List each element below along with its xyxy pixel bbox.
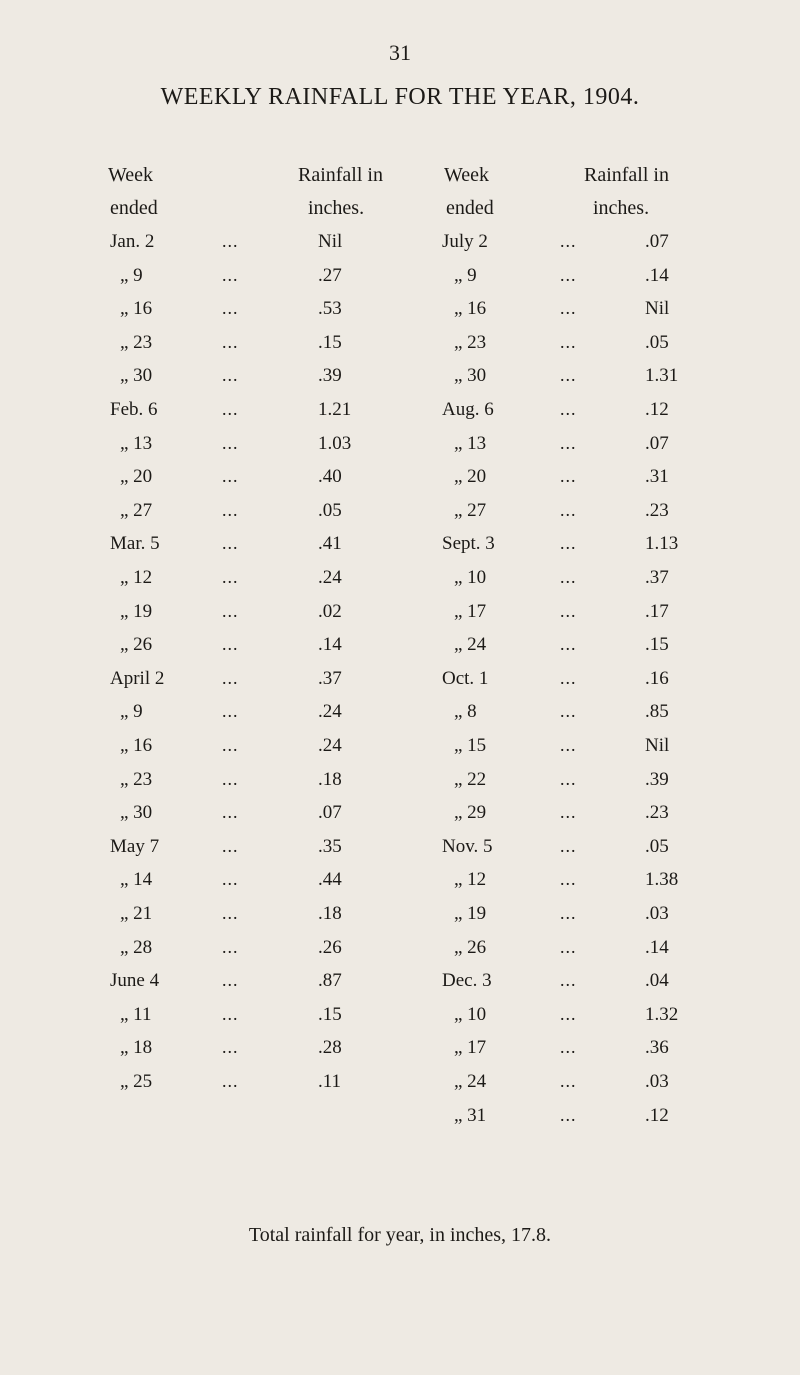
week-ended-cell: „ 16 bbox=[454, 298, 487, 320]
week-ended-cell: „ 24 bbox=[454, 634, 487, 656]
week-ended-cell: July 2 bbox=[442, 231, 488, 252]
leader-dots: ... bbox=[222, 264, 239, 285]
header-right-rain-line1: Rainfall in bbox=[584, 164, 669, 186]
rainfall-cell: .85 bbox=[645, 701, 669, 723]
leader-dots: ... bbox=[222, 600, 239, 621]
rainfall-cell: .15 bbox=[318, 331, 342, 353]
rainfall-cell: Nil bbox=[645, 735, 670, 756]
rainfall-cell: Nil bbox=[318, 231, 343, 252]
leader-dots: ... bbox=[222, 432, 239, 453]
week-ended-cell: „ 23 bbox=[120, 768, 153, 790]
week-ended-cell: „ 13 bbox=[120, 432, 153, 454]
rainfall-cell: .87 bbox=[318, 970, 342, 992]
leader-dots: ... bbox=[560, 298, 577, 319]
week-ended-cell: „ 16 bbox=[120, 735, 153, 756]
rainfall-cell: .07 bbox=[318, 802, 342, 824]
week-ended-cell: Sept. 3 bbox=[442, 533, 495, 555]
leader-dots: ... bbox=[222, 768, 239, 789]
leader-dots: ... bbox=[222, 1071, 239, 1091]
rainfall-cell: .05 bbox=[645, 331, 669, 353]
leader-dots: ... bbox=[222, 499, 239, 520]
rainfall-cell: .24 bbox=[318, 567, 342, 588]
leader-dots: ... bbox=[222, 701, 239, 722]
week-ended-cell: „ 9 bbox=[454, 264, 477, 286]
week-ended-cell: „ 25 bbox=[120, 1071, 153, 1092]
rainfall-cell: 1.21 bbox=[318, 399, 352, 420]
week-ended-cell: „ 21 bbox=[120, 903, 153, 924]
rainfall-cell: .23 bbox=[645, 802, 669, 824]
week-ended-cell: „ 12 bbox=[454, 869, 487, 891]
week-ended-cell: „ 16 bbox=[120, 298, 153, 320]
leader-dots: ... bbox=[560, 432, 577, 453]
rainfall-cell: .07 bbox=[645, 231, 669, 252]
rainfall-cell: .14 bbox=[645, 936, 669, 958]
leader-dots: ... bbox=[560, 331, 577, 352]
leader-dots: ... bbox=[560, 466, 577, 487]
week-ended-cell: „ 13 bbox=[454, 432, 487, 454]
leader-dots: ... bbox=[560, 1071, 577, 1091]
leader-dots: ... bbox=[560, 231, 577, 251]
leader-dots: ... bbox=[560, 835, 577, 856]
rainfall-cell: .35 bbox=[318, 835, 342, 857]
rainfall-cell: .12 bbox=[645, 1104, 669, 1126]
week-ended-cell: „ 15 bbox=[454, 735, 487, 756]
leader-dots: ... bbox=[560, 567, 577, 587]
week-ended-cell: „ 28 bbox=[120, 936, 153, 958]
leader-dots: ... bbox=[560, 600, 577, 621]
rainfall-cell: .11 bbox=[318, 1071, 342, 1092]
rainfall-cell: .24 bbox=[318, 735, 342, 756]
rainfall-cell: .16 bbox=[645, 667, 669, 689]
week-ended-cell: „ 22 bbox=[454, 768, 487, 790]
leader-dots: ... bbox=[560, 970, 577, 991]
week-ended-cell: „ 30 bbox=[120, 365, 153, 387]
leader-dots: ... bbox=[560, 735, 577, 755]
leader-dots: ... bbox=[560, 667, 577, 688]
week-ended-cell: „ 18 bbox=[120, 1037, 153, 1059]
rainfall-cell: .14 bbox=[318, 634, 342, 656]
rainfall-cell: .14 bbox=[645, 264, 669, 286]
leader-dots: ... bbox=[560, 936, 577, 957]
leader-dots: ... bbox=[222, 970, 239, 991]
header-right-rain-line2: inches. bbox=[593, 197, 650, 219]
leader-dots: ... bbox=[560, 1104, 577, 1125]
week-ended-cell: April 2 bbox=[110, 667, 165, 689]
rainfall-cell: 1.38 bbox=[645, 869, 679, 891]
rainfall-cell: .04 bbox=[645, 970, 669, 992]
week-ended-cell: „ 30 bbox=[454, 365, 487, 387]
leader-dots: ... bbox=[222, 466, 239, 487]
rainfall-cell: .53 bbox=[318, 298, 342, 320]
week-ended-cell: „ 17 bbox=[454, 1037, 487, 1059]
rainfall-cell: .23 bbox=[645, 499, 669, 521]
leader-dots: ... bbox=[222, 231, 239, 251]
leader-dots: ... bbox=[222, 399, 239, 419]
week-ended-cell: „ 9 bbox=[120, 264, 143, 286]
week-ended-cell: „ 10 bbox=[454, 567, 487, 588]
leader-dots: ... bbox=[560, 634, 577, 655]
rainfall-cell: 1.13 bbox=[645, 533, 679, 555]
rainfall-cell: .18 bbox=[318, 903, 342, 924]
week-ended-cell: „ 19 bbox=[454, 903, 487, 924]
header-left-rain-line1: Rainfall in bbox=[298, 164, 383, 186]
header-right-week-line2: ended bbox=[446, 197, 494, 219]
header-right-week-line1: Week bbox=[444, 164, 490, 186]
leader-dots: ... bbox=[560, 264, 577, 285]
leader-dots: ... bbox=[560, 903, 577, 923]
leader-dots: ... bbox=[222, 667, 239, 688]
week-ended-cell: „ 20 bbox=[120, 466, 153, 488]
rainfall-cell: .24 bbox=[318, 701, 342, 723]
rainfall-cell: .27 bbox=[318, 264, 342, 286]
leader-dots: ... bbox=[560, 802, 577, 823]
leader-dots: ... bbox=[222, 1003, 239, 1024]
leader-dots: ... bbox=[560, 365, 577, 386]
week-ended-cell: „ 31 bbox=[454, 1104, 487, 1126]
week-ended-cell: „ 10 bbox=[454, 1003, 487, 1025]
rainfall-cell: .07 bbox=[645, 432, 669, 454]
leader-dots: ... bbox=[222, 735, 239, 755]
rainfall-cell: .40 bbox=[318, 466, 342, 488]
rainfall-cell: .39 bbox=[318, 365, 342, 387]
week-ended-cell: „ 14 bbox=[120, 869, 153, 891]
week-ended-cell: Mar. 5 bbox=[110, 533, 160, 555]
leader-dots: ... bbox=[560, 768, 577, 789]
rainfall-cell: 1.32 bbox=[645, 1003, 679, 1025]
header-left-rain-line2: inches. bbox=[308, 197, 365, 219]
week-ended-cell: „ 19 bbox=[120, 600, 153, 622]
week-ended-cell: „ 29 bbox=[454, 802, 487, 824]
rainfall-cell: .05 bbox=[318, 499, 342, 521]
leader-dots: ... bbox=[222, 835, 239, 856]
leader-dots: ... bbox=[560, 533, 577, 554]
leader-dots: ... bbox=[560, 499, 577, 520]
leader-dots: ... bbox=[222, 936, 239, 957]
week-ended-cell: „ 24 bbox=[454, 1071, 487, 1092]
week-ended-cell: „ 17 bbox=[454, 600, 487, 622]
page-number: 31 bbox=[389, 40, 411, 65]
rainfall-cell: .03 bbox=[645, 903, 669, 924]
leader-dots: ... bbox=[560, 399, 577, 419]
week-ended-cell: „ 8 bbox=[454, 701, 477, 723]
week-ended-cell: June 4 bbox=[110, 970, 160, 992]
week-ended-cell: „ 11 bbox=[120, 1003, 152, 1025]
week-ended-cell: May 7 bbox=[110, 835, 160, 857]
week-ended-cell: „ 27 bbox=[454, 499, 487, 521]
header-left-week-line2: ended bbox=[110, 197, 158, 219]
week-ended-cell: „ 12 bbox=[120, 567, 153, 588]
header-left-week-line1: Week bbox=[108, 164, 154, 186]
week-ended-cell: Jan. 2 bbox=[110, 231, 155, 252]
page-title: WEEKLY RAINFALL FOR THE YEAR, 1904. bbox=[160, 84, 640, 110]
leader-dots: ... bbox=[560, 1037, 577, 1058]
rainfall-cell: .41 bbox=[318, 533, 342, 555]
leader-dots: ... bbox=[222, 365, 239, 386]
rainfall-cell: .12 bbox=[645, 399, 669, 420]
rainfall-cell: .17 bbox=[645, 600, 669, 622]
rainfall-cell: .15 bbox=[645, 634, 669, 656]
rainfall-cell: Nil bbox=[645, 298, 670, 320]
rainfall-cell: .39 bbox=[645, 768, 669, 790]
week-ended-cell: „ 27 bbox=[120, 499, 153, 521]
rainfall-cell: .36 bbox=[645, 1037, 669, 1059]
rainfall-cell: .02 bbox=[318, 600, 342, 622]
rainfall-cell: .03 bbox=[645, 1071, 669, 1092]
leader-dots: ... bbox=[222, 331, 239, 352]
rainfall-cell: .28 bbox=[318, 1037, 342, 1059]
rainfall-cell: .37 bbox=[318, 667, 342, 689]
leader-dots: ... bbox=[222, 298, 239, 319]
week-ended-cell: „ 23 bbox=[120, 331, 153, 353]
rainfall-cell: .31 bbox=[645, 466, 669, 488]
week-ended-cell: Nov. 5 bbox=[442, 835, 493, 857]
week-ended-cell: „ 23 bbox=[454, 331, 487, 353]
rainfall-cell: .18 bbox=[318, 768, 342, 790]
week-ended-cell: „ 30 bbox=[120, 802, 153, 824]
leader-dots: ... bbox=[560, 869, 577, 890]
rainfall-cell: .15 bbox=[318, 1003, 342, 1025]
rainfall-cell: .37 bbox=[645, 567, 669, 588]
leader-dots: ... bbox=[222, 869, 239, 890]
leader-dots: ... bbox=[222, 634, 239, 655]
week-ended-cell: „ 9 bbox=[120, 701, 143, 723]
week-ended-cell: Oct. 1 bbox=[442, 667, 489, 689]
week-ended-cell: Aug. 6 bbox=[442, 399, 494, 420]
rainfall-cell: 1.31 bbox=[645, 365, 679, 387]
leader-dots: ... bbox=[222, 567, 239, 587]
leader-dots: ... bbox=[222, 903, 239, 923]
week-ended-cell: „ 26 bbox=[454, 936, 487, 958]
rainfall-cell: .26 bbox=[318, 936, 342, 958]
leader-dots: ... bbox=[560, 1003, 577, 1024]
week-ended-cell: Feb. 6 bbox=[110, 399, 158, 420]
total-rainfall-footer: Total rainfall for year, in inches, 17.8. bbox=[248, 1224, 552, 1246]
leader-dots: ... bbox=[222, 533, 239, 554]
week-ended-cell: „ 26 bbox=[120, 634, 153, 656]
rainfall-cell: .44 bbox=[318, 869, 342, 891]
leader-dots: ... bbox=[560, 701, 577, 722]
rainfall-cell: .05 bbox=[645, 835, 669, 857]
week-ended-cell: „ 20 bbox=[454, 466, 487, 488]
leader-dots: ... bbox=[222, 1037, 239, 1058]
week-ended-cell: Dec. 3 bbox=[442, 970, 492, 992]
leader-dots: ... bbox=[222, 802, 239, 823]
rainfall-cell: 1.03 bbox=[318, 432, 352, 454]
